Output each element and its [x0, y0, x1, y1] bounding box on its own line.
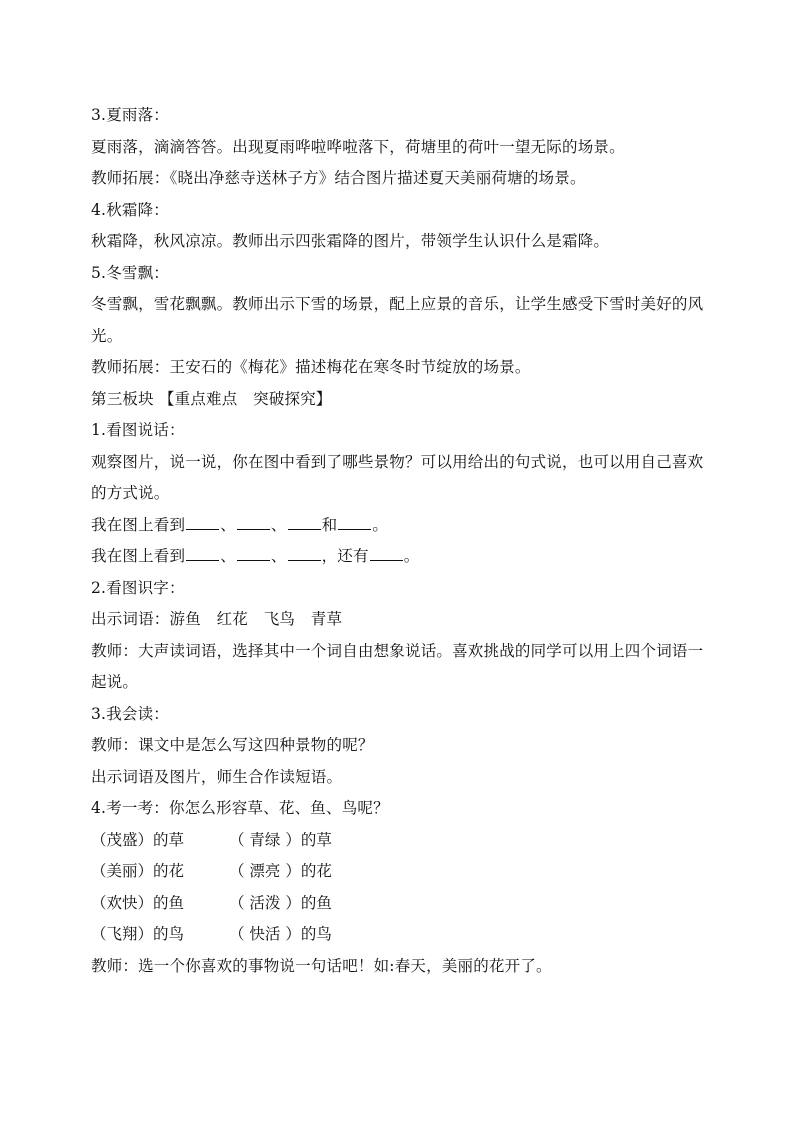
- paragraph: 教师：课文中是怎么写这四种景物的呢？: [91, 736, 374, 754]
- paragraph: 冬雪飘，雪花飘飘。教师出示下雪的场景，配上应景的音乐，让学生感受下雪时美好的风光。: [91, 295, 704, 345]
- paragraph: 教师：大声读词语，选择其中一个词自由想象说话。喜欢挑战的同学可以用上四个词语一起说。: [91, 641, 704, 691]
- paragraph: 观察图片，说一说，你在图中看到了哪些景物？可以用给出的句式说，也可以用自己喜欢的方式说。: [91, 452, 704, 502]
- phrase-row: [91, 825, 711, 857]
- phrase-right: （ 青绿 ）的草: [229, 830, 332, 849]
- blank-field[interactable]: [288, 515, 321, 530]
- paragraph: 教师拓展：《晓出净慈寺送林子方》结合图片描述夏天美丽荷塘的场景。: [91, 169, 586, 187]
- phrase-row: [91, 919, 711, 951]
- blank-field[interactable]: [338, 515, 371, 530]
- phrase-left: （欢快）的鱼: [91, 893, 185, 912]
- phrase-left: （飞翔）的鸟: [91, 925, 185, 943]
- phrase-right: （ 漂亮 ）的花: [229, 862, 332, 880]
- heading-summer-rain: 3.夏雨落：: [91, 106, 169, 124]
- blank-field[interactable]: [237, 515, 270, 530]
- paragraph: 出示词语及图片，师生合作读短语。: [91, 767, 343, 786]
- blank-field[interactable]: [186, 546, 219, 561]
- fill-sentence-2: 我在图上看到 、 、 ，还有 。: [91, 547, 420, 565]
- paragraph: 教师拓展：王安石的《梅花》描述梅花在寒冬时节绽放的场景。: [91, 358, 531, 376]
- paragraph: 夏雨落，滴滴答答。出现夏雨哗啦哗啦落下，荷塘里的荷叶一望无际的场景。: [91, 137, 625, 156]
- paragraph-final: 教师：选一个你喜欢的事物说一句话吧！如:春天，美丽的花开了。: [91, 956, 552, 975]
- heading-picture-talk: 1.看图说话：: [91, 421, 185, 439]
- fill-sentence-1: 我在图上看到 、 、 和 。: [91, 515, 389, 534]
- heading-quiz: 4.考一考：你怎么形容草、花、鱼、鸟呢？: [91, 799, 389, 817]
- sentence-prefix: 我在图上看到: [91, 515, 186, 534]
- paragraph: 出示词语：游鱼 红花 飞鸟 青草: [91, 610, 343, 628]
- blank-field[interactable]: [186, 515, 219, 530]
- section-heading: 第三板块 【重点难点 突破探究】: [91, 389, 332, 408]
- phrase-row: [91, 888, 711, 920]
- phrase-row: [91, 856, 711, 888]
- heading-i-can-read: 3.我会读：: [91, 704, 169, 723]
- heading-winter-snow: 5.冬雪飘：: [91, 263, 169, 282]
- blank-field[interactable]: [237, 546, 270, 561]
- phrase-left: （茂盛）的草: [91, 830, 185, 849]
- heading-autumn-frost: 4.秋霜降：: [91, 200, 169, 219]
- sentence-prefix: 我在图上看到: [91, 547, 186, 565]
- heading-picture-words: 2.看图识字：: [91, 578, 185, 597]
- phrase-left: （美丽）的花: [91, 862, 185, 880]
- paragraph: 秋霜降，秋风凉凉。教师出示四张霜降的图片，带领学生认识什么是霜降。: [91, 232, 610, 250]
- phrase-right: （ 快活 ）的鸟: [229, 925, 332, 943]
- blank-field[interactable]: [288, 546, 321, 561]
- blank-field[interactable]: [370, 546, 403, 561]
- phrase-right: （ 活泼 ）的鱼: [229, 893, 332, 912]
- document-body: [91, 100, 711, 982]
